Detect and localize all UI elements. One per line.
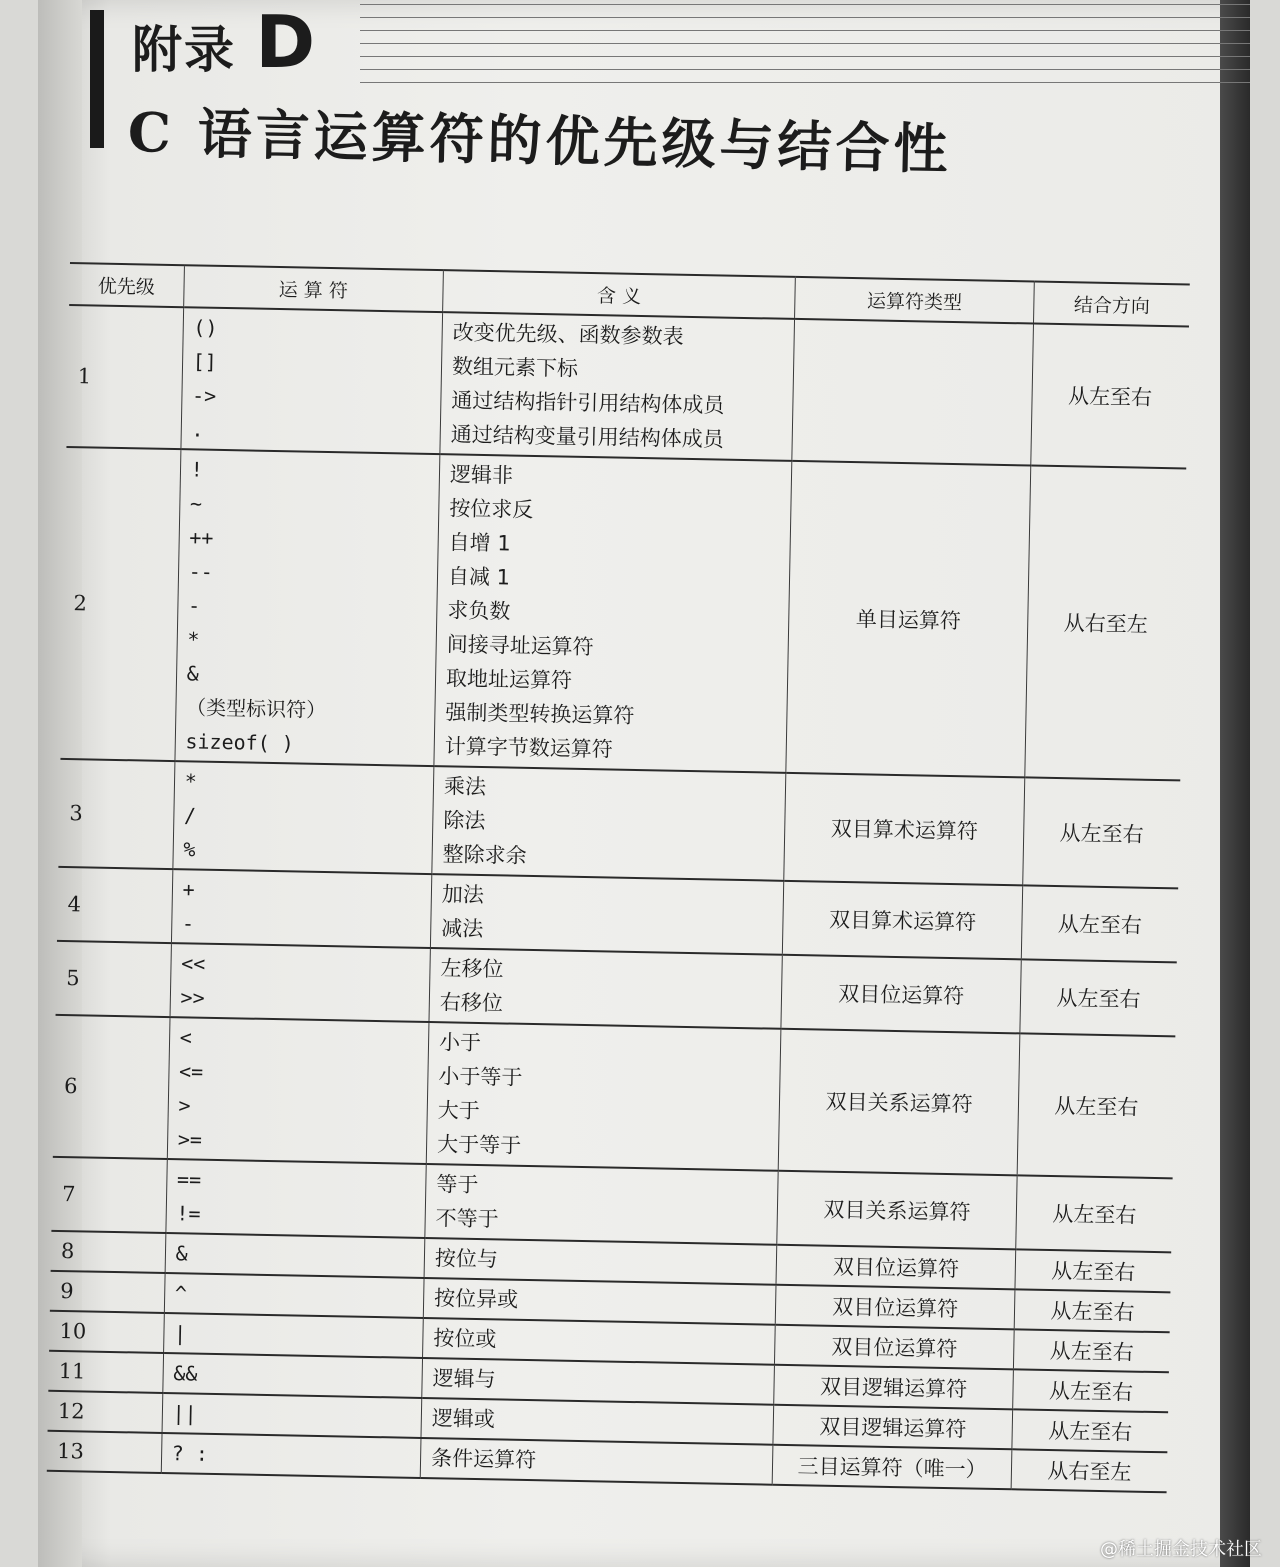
table-row (66, 305, 1189, 468)
operator-symbol: -- (188, 559, 214, 584)
operator-symbol: ! (190, 457, 203, 482)
appendix-heading (132, 0, 317, 84)
level-cell: 8 (51, 1231, 166, 1273)
operator-symbol: [] (192, 349, 218, 374)
page-title: C 语言运算符的优先级与结合性 (127, 100, 953, 182)
operator-cell (162, 1393, 422, 1438)
meaning-text: 按位异或 (433, 1286, 519, 1312)
meaning-cell (420, 1438, 773, 1485)
type-cell: 双目位运算符 (775, 1325, 1014, 1370)
operator-symbol: == (176, 1167, 202, 1192)
direction-cell: 从左至右 (1031, 324, 1189, 469)
operator-symbol: * (187, 627, 200, 652)
appendix-letter: D (255, 0, 318, 84)
operator-symbol: < (179, 1025, 193, 1050)
meaning-text: 逻辑或 (431, 1406, 496, 1432)
level-cell: 4 (57, 867, 173, 943)
meaning-text: 大于 (437, 1098, 480, 1124)
meaning-text: 整除求余 (442, 842, 527, 868)
col-direction: 结合方向 (1033, 282, 1189, 327)
operator-symbol: sizeof( ) (185, 729, 295, 756)
level-cell: 1 (66, 305, 183, 449)
meaning-cell (423, 1278, 776, 1325)
level-cell: 7 (51, 1157, 167, 1233)
operator-symbol: / (183, 803, 197, 828)
direction-cell: 从左至右 (1017, 1033, 1175, 1178)
meaning-text: 改变优先级、函数参数表 (452, 320, 684, 349)
operator-symbol: & (175, 1241, 188, 1266)
meaning-text: 强制类型转换运算符 (445, 700, 635, 728)
operator-symbol: & (186, 661, 200, 686)
type-cell: 双目关系运算符 (778, 1029, 1019, 1176)
operator-cell (175, 449, 440, 766)
heading-bar (90, 10, 104, 148)
type-cell: 单目运算符 (786, 461, 1031, 778)
operator-symbol: % (183, 837, 196, 862)
meaning-cell (424, 1238, 777, 1285)
table-row (53, 1015, 1176, 1178)
meaning-cell (440, 312, 795, 461)
direction-cell: 从右至左 (1011, 1449, 1167, 1492)
direction-cell: 从左至右 (1021, 885, 1178, 962)
meaning-text: 小于 (438, 1030, 482, 1056)
level-cell: 6 (53, 1015, 170, 1159)
direction-cell: 从左至右 (1023, 777, 1181, 888)
direction-cell: 从左至右 (1016, 1175, 1173, 1252)
operator-cell (163, 1313, 423, 1358)
col-level: 优先级 (69, 263, 184, 307)
meaning-text: 取地址运算符 (445, 666, 573, 693)
meaning-cell (422, 1358, 775, 1405)
meaning-cell (421, 1398, 774, 1445)
operator-symbol: <= (178, 1059, 204, 1084)
type-cell: 双目算术运算符 (783, 881, 1023, 960)
meaning-cell (432, 766, 786, 881)
operator-symbol: - (181, 911, 195, 936)
type-cell (792, 319, 1033, 466)
meaning-text: 加法 (441, 882, 485, 908)
operator-symbol: ^ (174, 1281, 188, 1306)
meaning-cell (423, 1318, 776, 1365)
meaning-text: 通过结构变量引用结构体成员 (450, 422, 724, 452)
precedence-table (47, 262, 1190, 1493)
table-row (60, 447, 1186, 780)
operator-symbol: - (187, 593, 201, 618)
table-body (47, 305, 1189, 1492)
operator-cell (173, 761, 434, 874)
operator-symbol: () (193, 315, 218, 340)
operator-symbol: > (178, 1093, 191, 1118)
meaning-text: 逻辑非 (449, 462, 514, 488)
direction-cell: 从左至右 (1014, 1289, 1170, 1332)
type-cell: 双目逻辑运算符 (773, 1405, 1012, 1450)
level-cell: 3 (58, 759, 174, 869)
operator-symbol: ~ (189, 491, 203, 516)
col-meaning: 含 义 (443, 270, 796, 319)
meaning-cell (430, 874, 784, 955)
operator-symbol: ++ (189, 525, 214, 550)
direction-cell: 从左至右 (1013, 1369, 1169, 1412)
level-cell: 9 (50, 1271, 165, 1313)
right-page-edge (1220, 0, 1250, 1567)
operator-cell (165, 1233, 425, 1278)
operator-cell (161, 1433, 421, 1478)
operator-symbol: >> (180, 985, 205, 1010)
decorative-lines (360, 4, 1250, 104)
meaning-text: 乘法 (443, 774, 487, 800)
meaning-text: 右移位 (439, 990, 504, 1016)
type-cell: 双目算术运算符 (784, 773, 1025, 886)
meaning-text: 计算字节数运算符 (444, 734, 613, 762)
operator-symbol: + (182, 877, 195, 902)
meaning-text: 数组元素下标 (451, 354, 579, 381)
meaning-text: 自减 1 (447, 564, 511, 590)
operator-cell (170, 943, 431, 1022)
operator-symbol: << (180, 951, 206, 976)
operator-symbol: ? : (171, 1441, 209, 1466)
direction-cell: 从左至右 (1020, 959, 1177, 1036)
meaning-cell (426, 1022, 781, 1171)
meaning-cell (434, 454, 792, 773)
operator-cell (166, 1159, 427, 1238)
direction-cell: 从左至右 (1015, 1249, 1171, 1292)
meaning-text: 间接寻址运算符 (446, 632, 594, 660)
level-cell: 5 (56, 941, 172, 1017)
operator-symbol: != (176, 1201, 201, 1226)
operator-symbol: | (173, 1321, 187, 1346)
appendix-label: 附录 (132, 20, 236, 79)
meaning-text: 小于等于 (438, 1064, 523, 1090)
level-cell: 12 (48, 1391, 163, 1433)
operator-symbol: . (191, 417, 204, 442)
operator-cell (162, 1353, 422, 1398)
meaning-text: 按位或 (433, 1326, 497, 1352)
operator-cell (164, 1273, 424, 1318)
type-cell: 三目运算符（唯一） (772, 1445, 1011, 1490)
type-cell: 双目关系运算符 (777, 1171, 1017, 1250)
col-type: 运算符类型 (795, 277, 1034, 324)
watermark: @稀土掘金技术社区 (1100, 1539, 1262, 1560)
operator-symbol: && (173, 1361, 198, 1386)
operator-symbol: || (172, 1401, 197, 1426)
meaning-text: 自增 1 (448, 530, 511, 556)
meaning-text: 左移位 (440, 956, 504, 982)
direction-cell: 从左至右 (1012, 1409, 1168, 1452)
operator-symbol: >= (177, 1127, 203, 1152)
type-cell: 双目逻辑运算符 (774, 1365, 1013, 1410)
meaning-text: 通过结构指针引用结构体成员 (451, 388, 725, 418)
direction-cell: 从右至左 (1025, 465, 1187, 780)
meaning-text: 按位求反 (449, 496, 534, 522)
operator-symbol: （类型标识符） (185, 695, 327, 722)
type-cell: 双目位运算符 (776, 1245, 1015, 1290)
table-row (58, 759, 1180, 888)
operator-cell (171, 869, 432, 948)
type-cell: 双目位运算符 (776, 1285, 1015, 1330)
operator-cell (181, 307, 443, 454)
meaning-text: 逻辑与 (432, 1366, 496, 1392)
meaning-text: 求负数 (447, 598, 511, 624)
level-cell: 2 (60, 447, 180, 761)
meaning-text: 除法 (443, 808, 486, 834)
operator-symbol: * (184, 769, 197, 794)
col-operator: 运 算 符 (183, 265, 443, 312)
meaning-text: 按位与 (434, 1246, 499, 1272)
type-cell: 双目位运算符 (781, 955, 1021, 1034)
operator-cell (167, 1017, 429, 1164)
direction-cell: 从左至右 (1013, 1329, 1169, 1372)
meaning-text: 条件运算符 (430, 1446, 537, 1473)
operator-symbol: -> (191, 383, 217, 408)
meaning-text: 减法 (441, 916, 484, 942)
meaning-cell (425, 1164, 779, 1245)
level-cell: 11 (48, 1351, 163, 1393)
level-cell: 10 (49, 1311, 164, 1353)
meaning-text: 等于 (436, 1172, 479, 1198)
meaning-text: 大于等于 (436, 1132, 522, 1158)
level-cell: 13 (47, 1431, 162, 1473)
meaning-text: 不等于 (435, 1206, 499, 1232)
meaning-cell (429, 948, 783, 1029)
